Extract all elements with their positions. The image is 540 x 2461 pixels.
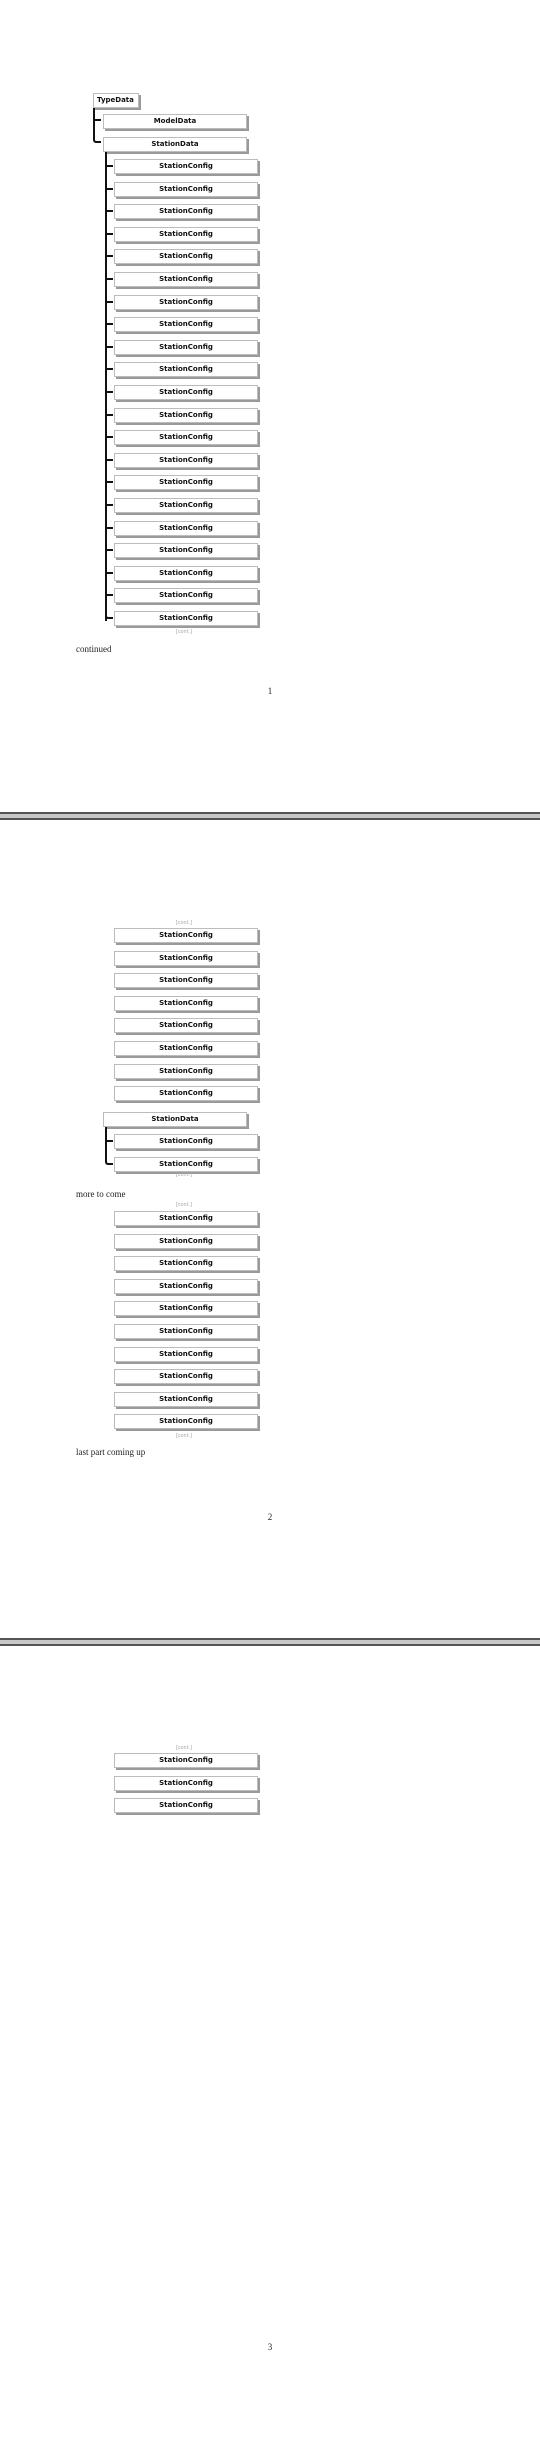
station-config-node[interactable]: StationConfig bbox=[114, 295, 258, 310]
station-config-node[interactable]: StationConfig bbox=[114, 1157, 258, 1172]
station-config-node[interactable]: StationConfig bbox=[114, 1301, 258, 1316]
page-1 bbox=[0, 0, 540, 812]
station-config-node[interactable]: StationConfig bbox=[114, 1776, 258, 1791]
tree-branch bbox=[107, 165, 113, 167]
station-config-node[interactable]: StationConfig bbox=[114, 543, 258, 558]
tree-branch-end bbox=[93, 136, 101, 143]
station-data-node[interactable]: StationData bbox=[103, 137, 247, 152]
page-number: 3 bbox=[267, 2342, 273, 2352]
tree-branch bbox=[107, 1140, 113, 1142]
station-config-node[interactable]: StationConfig bbox=[114, 1798, 258, 1813]
page-number: 1 bbox=[267, 686, 273, 696]
station-config-node[interactable]: StationConfig bbox=[114, 498, 258, 513]
station-config-node[interactable]: StationConfig bbox=[114, 951, 258, 966]
tree-branch bbox=[107, 549, 113, 551]
station-config-node[interactable]: StationConfig bbox=[114, 385, 258, 400]
station-config-node[interactable]: StationConfig bbox=[114, 996, 258, 1011]
station-config-node[interactable]: StationConfig bbox=[114, 1134, 258, 1149]
station-config-node[interactable]: StationConfig bbox=[114, 1369, 258, 1384]
tree-branch bbox=[107, 481, 113, 483]
station-config-node[interactable]: StationConfig bbox=[114, 566, 258, 581]
page-separator bbox=[0, 812, 540, 820]
tree-branch bbox=[107, 504, 113, 506]
tree-branch bbox=[107, 188, 113, 190]
tree-branch-end bbox=[105, 612, 113, 619]
station-config-node[interactable]: StationConfig bbox=[114, 408, 258, 423]
tree-branch bbox=[107, 572, 113, 574]
tree-branch bbox=[95, 119, 101, 121]
tree-connector bbox=[105, 1127, 107, 1161]
tree-branch bbox=[107, 233, 113, 235]
continuation-label: [cont.] bbox=[175, 1745, 193, 1751]
station-config-node[interactable]: StationConfig bbox=[114, 204, 258, 219]
tree-branch bbox=[107, 301, 113, 303]
page-2 bbox=[0, 820, 540, 1638]
station-config-node[interactable]: StationConfig bbox=[114, 928, 258, 943]
tree-branch bbox=[107, 594, 113, 596]
tree-branch bbox=[107, 323, 113, 325]
station-config-node[interactable]: StationConfig bbox=[114, 1086, 258, 1101]
station-config-node[interactable]: StationConfig bbox=[114, 1347, 258, 1362]
tree-branch bbox=[107, 278, 113, 280]
continuation-label: [cont.] bbox=[175, 629, 193, 635]
station-config-node[interactable]: StationConfig bbox=[114, 1753, 258, 1768]
tree-branch bbox=[107, 414, 113, 416]
continuation-label: [cont.] bbox=[175, 1172, 193, 1178]
station-config-node[interactable]: StationConfig bbox=[114, 159, 258, 174]
note-text: continued bbox=[76, 644, 112, 654]
page-separator bbox=[0, 1638, 540, 1646]
tree-branch bbox=[107, 436, 113, 438]
station-config-node[interactable]: StationConfig bbox=[114, 340, 258, 355]
station-config-node[interactable]: StationConfig bbox=[114, 1324, 258, 1339]
station-config-node[interactable]: StationConfig bbox=[114, 317, 258, 332]
station-data-node[interactable]: StationData bbox=[103, 1112, 247, 1127]
tree-branch bbox=[107, 391, 113, 393]
station-config-node[interactable]: StationConfig bbox=[114, 249, 258, 264]
station-config-node[interactable]: StationConfig bbox=[114, 521, 258, 536]
model-data-node[interactable]: ModelData bbox=[103, 114, 247, 129]
page-3 bbox=[0, 1646, 540, 2461]
tree-branch-end bbox=[105, 1158, 113, 1165]
station-config-node[interactable]: StationConfig bbox=[114, 1256, 258, 1271]
type-data-node[interactable]: TypeData bbox=[93, 93, 139, 108]
station-config-node[interactable]: StationConfig bbox=[114, 227, 258, 242]
note-text: more to come bbox=[76, 1189, 126, 1199]
station-config-node[interactable]: StationConfig bbox=[114, 1041, 258, 1056]
station-config-node[interactable]: StationConfig bbox=[114, 1279, 258, 1294]
tree-branch bbox=[107, 255, 113, 257]
station-config-node[interactable]: StationConfig bbox=[114, 453, 258, 468]
station-config-node[interactable]: StationConfig bbox=[114, 1392, 258, 1407]
station-config-node[interactable]: StationConfig bbox=[114, 430, 258, 445]
station-config-node[interactable]: StationConfig bbox=[114, 475, 258, 490]
station-config-node[interactable]: StationConfig bbox=[114, 973, 258, 988]
tree-branch bbox=[107, 527, 113, 529]
station-config-node[interactable]: StationConfig bbox=[114, 1064, 258, 1079]
note-text: last part coming up bbox=[76, 1447, 146, 1457]
station-config-node[interactable]: StationConfig bbox=[114, 1234, 258, 1249]
continuation-label: [cont.] bbox=[175, 1202, 193, 1208]
tree-branch bbox=[107, 346, 113, 348]
station-config-node[interactable]: StationConfig bbox=[114, 1211, 258, 1226]
station-config-node[interactable]: StationConfig bbox=[114, 611, 258, 626]
tree-branch bbox=[107, 459, 113, 461]
continuation-label: [cont.] bbox=[175, 920, 193, 926]
station-config-node[interactable]: StationConfig bbox=[114, 272, 258, 287]
page-number: 2 bbox=[267, 1512, 273, 1522]
tree-branch bbox=[107, 210, 113, 212]
station-config-node[interactable]: StationConfig bbox=[114, 182, 258, 197]
tree-branch bbox=[107, 368, 113, 370]
tree-connector bbox=[93, 108, 95, 139]
continuation-label: [cont.] bbox=[175, 1433, 193, 1439]
station-config-node[interactable]: StationConfig bbox=[114, 362, 258, 377]
station-config-node[interactable]: StationConfig bbox=[114, 1018, 258, 1033]
station-config-node[interactable]: StationConfig bbox=[114, 588, 258, 603]
station-config-node[interactable]: StationConfig bbox=[114, 1414, 258, 1429]
